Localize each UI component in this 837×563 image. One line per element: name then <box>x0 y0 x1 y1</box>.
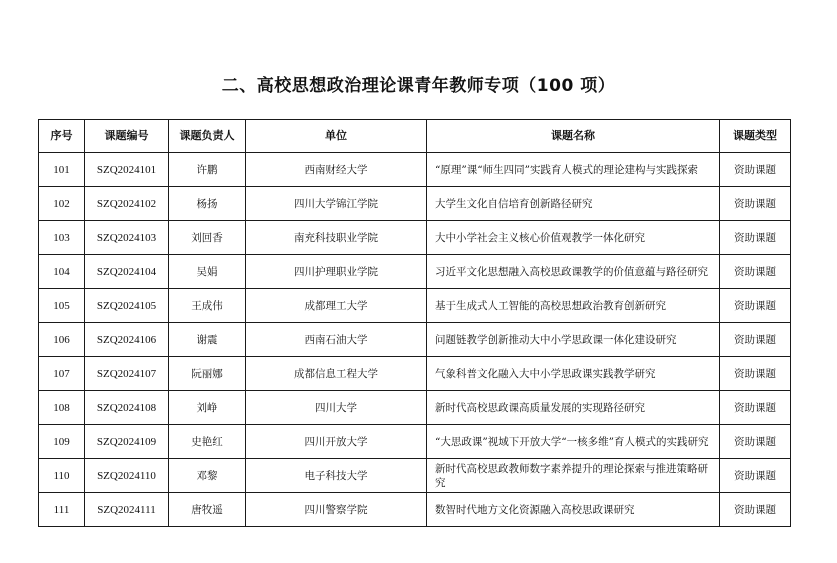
table-row <box>39 357 791 391</box>
cell-unit: 四川警察学院 <box>246 493 427 527</box>
header-code: 课题编号 <box>85 120 169 153</box>
cell-project-name: “大思政课”视域下开放大学“一核多维”育人模式的实践研究 <box>427 425 720 459</box>
table-row <box>39 391 791 425</box>
table-header-row <box>39 120 791 153</box>
cell-type: 资助课题 <box>720 289 791 323</box>
cell-seq: 103 <box>39 221 85 255</box>
cell-code: SZQ2024109 <box>85 425 169 459</box>
cell-leader: 吴娟 <box>169 255 246 289</box>
cell-seq: 109 <box>39 425 85 459</box>
header-unit: 单位 <box>246 120 427 153</box>
cell-unit: 电子科技大学 <box>246 459 427 493</box>
table-row <box>39 221 791 255</box>
cell-type: 资助课题 <box>720 357 791 391</box>
cell-project-name: 问题链教学创新推动大中小学思政课一体化建设研究 <box>427 323 720 357</box>
cell-project-name: 大学生文化自信培育创新路径研究 <box>427 187 720 221</box>
cell-leader: 许鹏 <box>169 153 246 187</box>
cell-seq: 108 <box>39 391 85 425</box>
cell-code: SZQ2024103 <box>85 221 169 255</box>
header-name: 课题名称 <box>427 120 720 153</box>
cell-seq: 106 <box>39 323 85 357</box>
cell-code: SZQ2024102 <box>85 187 169 221</box>
cell-seq: 102 <box>39 187 85 221</box>
cell-seq: 105 <box>39 289 85 323</box>
table-row <box>39 255 791 289</box>
cell-code: SZQ2024111 <box>85 493 169 527</box>
cell-project-name: 气象科普文化融入大中小学思政课实践教学研究 <box>427 357 720 391</box>
cell-project-name: 基于生成式人工智能的高校思想政治教育创新研究 <box>427 289 720 323</box>
cell-seq: 104 <box>39 255 85 289</box>
cell-project-name: “原理”课“师生四同”实践育人模式的理论建构与实践探索 <box>427 153 720 187</box>
cell-project-name: 习近平文化思想融入高校思政课教学的价值意蕴与路径研究 <box>427 255 720 289</box>
cell-type: 资助课题 <box>720 425 791 459</box>
cell-code: SZQ2024108 <box>85 391 169 425</box>
cell-type: 资助课题 <box>720 459 791 493</box>
cell-code: SZQ2024104 <box>85 255 169 289</box>
cell-unit: 西南财经大学 <box>246 153 427 187</box>
cell-leader: 刘回香 <box>169 221 246 255</box>
cell-type: 资助课题 <box>720 493 791 527</box>
cell-code: SZQ2024101 <box>85 153 169 187</box>
header-leader: 课题负责人 <box>169 120 246 153</box>
cell-type: 资助课题 <box>720 153 791 187</box>
header-type: 课题类型 <box>720 120 791 153</box>
cell-seq: 110 <box>39 459 85 493</box>
page-title: 二、高校思想政治理论课青年教师专项（100 项） <box>221 76 616 96</box>
cell-unit: 南充科技职业学院 <box>246 221 427 255</box>
cell-project-name: 新时代高校思政教师数字素养提升的理论探索与推进策略研究 <box>427 459 720 493</box>
table-row <box>39 493 791 527</box>
cell-leader: 唐牧遥 <box>169 493 246 527</box>
cell-leader: 王成伟 <box>169 289 246 323</box>
cell-seq: 101 <box>39 153 85 187</box>
cell-type: 资助课题 <box>720 391 791 425</box>
cell-leader: 谢震 <box>169 323 246 357</box>
table-row <box>39 459 791 493</box>
cell-type: 资助课题 <box>720 323 791 357</box>
table-row <box>39 153 791 187</box>
table-row <box>39 289 791 323</box>
cell-leader: 阮丽娜 <box>169 357 246 391</box>
cell-leader: 史艳红 <box>169 425 246 459</box>
header-seq: 序号 <box>39 120 85 153</box>
cell-leader: 杨扬 <box>169 187 246 221</box>
cell-unit: 四川开放大学 <box>246 425 427 459</box>
cell-unit: 成都信息工程大学 <box>246 357 427 391</box>
cell-type: 资助课题 <box>720 221 791 255</box>
table-body <box>39 153 791 527</box>
cell-type: 资助课题 <box>720 187 791 221</box>
cell-code: SZQ2024106 <box>85 323 169 357</box>
cell-type: 资助课题 <box>720 255 791 289</box>
cell-unit: 成都理工大学 <box>246 289 427 323</box>
cell-unit: 四川大学锦江学院 <box>246 187 427 221</box>
table-row <box>39 425 791 459</box>
cell-unit: 四川护理职业学院 <box>246 255 427 289</box>
cell-code: SZQ2024107 <box>85 357 169 391</box>
cell-seq: 111 <box>39 493 85 527</box>
cell-unit: 西南石油大学 <box>246 323 427 357</box>
cell-code: SZQ2024110 <box>85 459 169 493</box>
cell-unit: 四川大学 <box>246 391 427 425</box>
table-row <box>39 187 791 221</box>
table-row <box>39 323 791 357</box>
cell-leader: 邓黎 <box>169 459 246 493</box>
cell-code: SZQ2024105 <box>85 289 169 323</box>
cell-project-name: 数智时代地方文化资源融入高校思政课研究 <box>427 493 720 527</box>
cell-seq: 107 <box>39 357 85 391</box>
cell-project-name: 大中小学社会主义核心价值观教学一体化研究 <box>427 221 720 255</box>
cell-leader: 刘峥 <box>169 391 246 425</box>
cell-project-name: 新时代高校思政课高质量发展的实现路径研究 <box>427 391 720 425</box>
project-table <box>38 119 791 527</box>
